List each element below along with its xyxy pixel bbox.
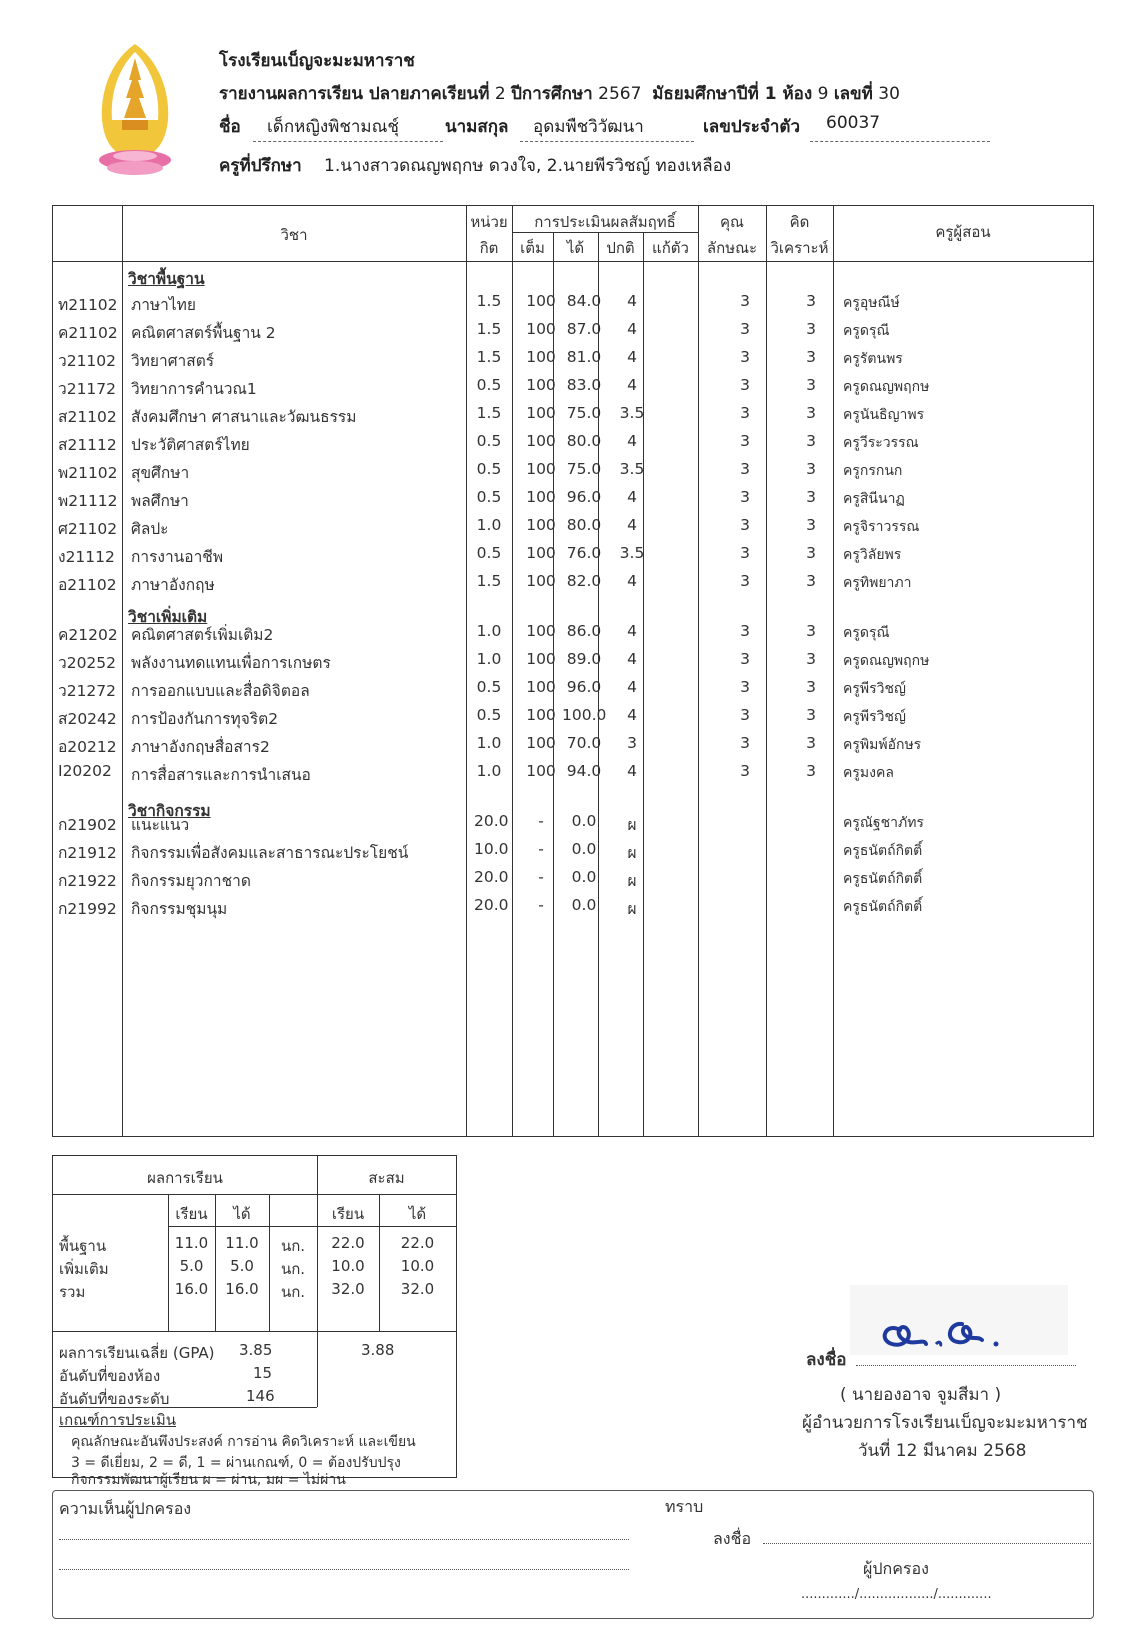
cell-teacher: ครูนันธิญาพร [843,407,925,423]
cell-code: ค21202 [58,626,118,644]
criteria-line-2: 3 = ดีเยี่ยม, 2 = ดี, 1 = ผ่านเกณฑ์, 0 = ต้องปรับปรุง [71,1455,401,1471]
header-character-top: คุณ [720,213,744,231]
cell-got: 0.0 [571,896,597,914]
criteria-line-1: คุณลักษณะอันพึงประสงค์ การอ่าน คิดวิเคราะห์ และเขียน [71,1434,416,1450]
cell-full: 100 [526,460,556,478]
summary-cum-study-label: เรียน [331,1205,365,1223]
cell-char: 3 [740,622,750,640]
cell-code: ก21902 [58,816,117,834]
cell-name: วิทยาศาสตร์ [131,352,215,370]
cell-got: 96.0 [566,488,602,506]
summary-unit: นก. [280,1260,306,1278]
summary-c_study: 32.0 [331,1280,365,1298]
section-basic: วิชาพื้นฐาน [128,270,205,288]
header-fix: แก้ตัว [652,239,689,257]
cell-code: ก21992 [58,900,117,918]
cell-name: สังคมศึกษา ศาสนาและวัฒนธรรม [131,408,357,426]
header-got: ได้ [566,239,585,257]
school-emblem-logo [92,40,178,180]
cell-char: 3 [740,432,750,450]
summary-got: 5.0 [230,1257,254,1275]
cell-got: 82.0 [566,572,602,590]
cell-credit: 1.5 [476,320,502,338]
cell-char: 3 [740,404,750,422]
cell-ana: 3 [806,706,816,724]
cell-teacher: ครูธนัตถ์กิตติ์ [843,843,923,859]
summary-unit: นก. [280,1283,306,1301]
cell-credit: 0.5 [476,678,502,696]
cell-code: ท21102 [58,296,118,314]
summary-cum-got-label: ได้ [408,1205,427,1223]
cell-credit: 0.5 [476,706,502,724]
cell-teacher: ครูดณญพฤกษ [843,379,930,395]
cell-credit: 20.0 [474,896,509,914]
table-row [53,674,1093,702]
cell-ana: 3 [806,762,816,780]
cell-full: 100 [526,488,556,506]
grade-label: มัธยมศึกษาปีที่ 1 ห้อง [652,84,813,104]
cell-teacher: ครูพิมพ์อักษร [843,737,922,753]
semester-value: 2 [494,84,506,104]
cell-ana: 3 [806,376,816,394]
cell-full: 100 [526,762,556,780]
cell-full: 100 [526,734,556,752]
cell-teacher: ครูดรุณี [843,625,890,641]
cell-full: - [538,868,544,886]
cell-ana: 3 [806,678,816,696]
year-value: 2567 [598,84,642,104]
summary-study: 5.0 [179,1257,204,1275]
cell-name: การป้องกันการทุจริต2 [131,710,279,728]
cell-grade: ผ [627,872,637,890]
cell-teacher: ครูธนัตถ์กิตติ์ [843,899,923,915]
header-normal: ปกติ [606,239,635,257]
grades-table [52,205,1094,1137]
cell-teacher: ครูรัตนพร [843,351,903,367]
cell-credit: 1.5 [476,572,502,590]
summary-c_got: 32.0 [400,1280,435,1298]
cell-credit: 0.5 [476,432,502,450]
cell-ana: 3 [806,572,816,590]
table-row [53,456,1093,484]
cell-code: ว21272 [58,682,117,700]
cell-name: กิจกรรมเพื่อสังคมและสาธารณะประโยชน์ [131,844,409,862]
cell-full: 100 [526,544,556,562]
cell-name: การสื่อสารและการนำเสนอ [131,766,311,784]
cell-grade: 3.5 [619,404,645,422]
cell-name: วิทยาการคำนวณ1 [131,380,257,398]
header-analysis-top: คิด [789,213,810,231]
header-credit-bottom: กิต [479,239,499,257]
cell-got: 94.0 [566,762,602,780]
cell-char: 3 [740,292,750,310]
report-date: วันที่ 12 มีนาคม 2568 [858,1441,1027,1461]
summary-cumulative-label: สะสม [368,1169,405,1187]
cell-grade: ผ [627,900,637,918]
cell-name: ประวัติศาสตร์ไทย [131,436,250,454]
parent-date-field[interactable]: ............./................../............. [801,1587,992,1602]
cell-credit: 20.0 [474,812,509,830]
cell-grade: 4 [627,488,637,506]
cell-name: พลศึกษา [131,492,189,510]
cell-full: 100 [526,292,556,310]
table-row [53,288,1093,316]
student-name: เด็กหญิงพิชามณชุ์ [267,117,399,137]
cell-name: การออกแบบและสื่อดิจิตอล [131,682,310,700]
cell-teacher: ครูธนัตถ์กิตติ์ [843,871,923,887]
director-sign-line [856,1365,1076,1366]
header-full: เต็ม [520,239,545,257]
cell-code: ก21912 [58,844,117,862]
cell-char: 3 [740,544,750,562]
cell-got: 96.0 [566,678,602,696]
cell-full: 100 [526,650,556,668]
cell-name: กิจกรรมยุวกาชาด [131,872,251,890]
cell-teacher: ครูดณญพฤกษ [843,653,930,669]
cell-code: ว21172 [58,380,117,398]
cell-grade: 4 [627,376,637,394]
cell-grade: 4 [627,762,637,780]
table-row [53,540,1093,568]
cell-grade: 3 [627,734,637,752]
cell-ana: 3 [806,348,816,366]
summary-label: พื้นฐาน [59,1237,107,1255]
cell-teacher: ครูอุษณีษ์ [843,295,900,311]
cell-ana: 3 [806,404,816,422]
cell-name: ศิลปะ [131,520,169,538]
cell-name: สุขศึกษา [131,464,190,482]
cell-name: พลังงานทดแทนเพื่อการเกษตร [131,654,331,672]
cell-grade: 4 [627,678,637,696]
cell-full: 100 [526,404,556,422]
cell-code: ว21102 [58,352,117,370]
cell-char: 3 [740,460,750,478]
summary-c_study: 10.0 [331,1257,365,1275]
report-title-text: รายงานผลการเรียน ปลายภาคเรียนที่ [219,84,490,104]
parent-ack-label: ทราบ [665,1497,704,1516]
surname-dotted-line [520,141,694,142]
rank-level-value: 146 [246,1387,275,1405]
table-row [53,484,1093,512]
parent-opinion-line-1[interactable] [59,1539,629,1540]
cell-teacher: ครูกรกนก [843,463,903,479]
cell-credit: 1.5 [476,404,502,422]
cell-credit: 1.0 [476,762,502,780]
cell-grade: 4 [627,432,637,450]
cell-got: 0.0 [571,840,597,858]
cell-credit: 1.0 [476,622,502,640]
cell-full: 100 [526,376,556,394]
cell-got: 87.0 [566,320,602,338]
cell-ana: 3 [806,320,816,338]
report-title [219,80,900,107]
cell-char: 3 [740,650,750,668]
cell-credit: 1.0 [476,516,502,534]
name-dotted-line [253,141,443,142]
cell-char: 3 [740,488,750,506]
cell-got: 75.0 [566,460,602,478]
cell-name: การงานอาชีพ [131,548,224,566]
cell-char: 3 [740,516,750,534]
parent-opinion-label: ความเห็นผู้ปกครอง [59,1499,192,1518]
cell-got: 100.0 [562,706,607,724]
cell-char: 3 [740,734,750,752]
cell-credit: 1.0 [476,734,502,752]
cell-grade: 4 [627,320,637,338]
table-row [53,758,1093,786]
gpa-label: ผลการเรียนเฉลี่ย (GPA) [59,1344,215,1362]
cell-credit: 1.0 [476,650,502,668]
summary-label: รวม [59,1283,86,1301]
table-row [53,372,1093,400]
cell-code: ค21102 [58,324,118,342]
cell-full: - [538,840,544,858]
cell-full: 100 [526,516,556,534]
table-row [53,344,1093,372]
cell-teacher: ครูทิพยาภา [843,575,912,591]
cell-ana: 3 [806,488,816,506]
cell-full: - [538,896,544,914]
summary-study: 11.0 [174,1234,209,1252]
cell-teacher: ครูดรุณี [843,323,890,339]
table-row [53,730,1093,758]
cell-char: 3 [740,572,750,590]
criteria-label: เกณฑ์การประเมิน [59,1411,177,1429]
cell-full: 100 [526,622,556,640]
cell-credit: 0.5 [476,376,502,394]
cell-credit: 1.5 [476,292,502,310]
cell-teacher: ครูวีระวรรณ [843,435,919,451]
cell-got: 76.0 [566,544,602,562]
cell-char: 3 [740,320,750,338]
rank-room-label: อันดับที่ของห้อง [59,1367,161,1385]
cell-code: ส20242 [58,710,117,728]
summary-box [52,1155,457,1488]
table-row [53,702,1093,730]
header-subject: วิชา [280,226,308,244]
cell-credit: 10.0 [474,840,509,858]
table-row [53,808,1093,836]
gpa-cumulative-value: 3.88 [361,1341,395,1359]
header-assessment: การประเมินผลสัมฤทธิ์ [534,213,676,231]
cell-teacher: ครูมงคล [843,765,894,781]
cell-got: 0.0 [571,812,597,830]
cell-full: - [538,812,544,830]
room-value: 9 [817,84,829,104]
table-row [53,864,1093,892]
cell-code: อ21102 [58,576,117,594]
cell-grade: 4 [627,348,637,366]
cell-got: 0.0 [571,868,597,886]
cell-teacher: ครูณัฐชาภัทร [843,815,924,831]
header-character-bottom: ลักษณะ [706,239,758,257]
table-row [53,512,1093,540]
cell-got: 81.0 [566,348,602,366]
cell-teacher: ครูสินีนาฏ [843,491,905,507]
cell-got: 84.0 [566,292,602,310]
cell-grade: 4 [627,292,637,310]
parent-sign-line[interactable] [763,1543,1091,1544]
cell-credit: 0.5 [476,544,502,562]
year-label: ปีการศึกษา [511,84,593,104]
table-row [53,316,1093,344]
cell-code: ศ21102 [58,520,118,538]
parent-opinion-line-2[interactable] [59,1569,629,1570]
cell-full: 100 [526,320,556,338]
summary-c_study: 22.0 [331,1234,365,1252]
cell-full: 100 [526,432,556,450]
cell-full: 100 [526,348,556,366]
cell-code: ส21102 [58,408,117,426]
cell-full: 100 [526,706,556,724]
cell-grade: 4 [627,516,637,534]
cell-ana: 3 [806,516,816,534]
surname-label: นามสกุล [445,117,509,137]
cell-teacher: ครูพีรวิชญ์ [843,709,906,725]
director-position: ผู้อำนวยการโรงเรียนเบ็ญจะมะมหาราช [802,1413,1088,1433]
summary-label: เพิ่มเติม [59,1260,109,1278]
student-id: 60037 [826,113,881,133]
cell-ana: 3 [806,292,816,310]
cell-name: ภาษาอังกฤษสื่อสาร2 [131,738,270,756]
cell-full: 100 [526,678,556,696]
cell-code: อ20212 [58,738,117,756]
cell-ana: 3 [806,432,816,450]
summary-unit: นก. [280,1237,306,1255]
summary-got: 11.0 [225,1234,259,1252]
table-row [53,568,1093,596]
cell-got: 89.0 [566,650,602,668]
cell-grade: 4 [627,622,637,640]
cell-grade: 3.5 [619,544,645,562]
parent-sign-label: ลงชื่อ [713,1529,752,1548]
cell-grade: 4 [627,572,637,590]
cell-code: ส21112 [58,436,117,454]
summary-c_got: 10.0 [400,1257,435,1275]
summary-got: 16.0 [225,1280,259,1298]
cell-ana: 3 [806,460,816,478]
cell-got: 80.0 [566,432,602,450]
cell-code: I20202 [58,762,112,780]
table-row [53,892,1093,920]
cell-char: 3 [740,348,750,366]
cell-char: 3 [740,376,750,394]
cell-char: 3 [740,762,750,780]
cell-credit: 20.0 [474,868,509,886]
cell-char: 3 [740,678,750,696]
cell-got: 70.0 [566,734,602,752]
table-row [53,646,1093,674]
student-surname: อุดมพืชวิวัฒนา [533,117,644,137]
cell-ana: 3 [806,650,816,668]
rank-level-label: อันดับที่ของระดับ [59,1390,170,1408]
table-row [53,400,1093,428]
director-sign-label: ลงชื่อ [806,1350,847,1370]
cell-got: 75.0 [566,404,602,422]
summary-study-label: เรียน [175,1205,208,1223]
summary-result-label: ผลการเรียน [147,1169,223,1187]
summary-c_got: 22.0 [400,1234,435,1252]
cell-name: กิจกรรมชุมนุม [131,900,228,918]
cell-code: ก21922 [58,872,117,890]
parent-opinion-box [52,1490,1094,1619]
cell-char: 3 [740,706,750,724]
director-signature-image [870,1300,1010,1360]
summary-study: 16.0 [174,1280,209,1298]
cell-got: 83.0 [566,376,602,394]
section-activity: วิชากิจกรรม [128,802,211,820]
summary-got-label: ได้ [233,1205,251,1223]
cell-grade: 4 [627,650,637,668]
name-label: ชื่อ [219,117,241,137]
cell-ana: 3 [806,622,816,640]
advisor-names: 1.นางสาวดณญพฤกษ ดวงใจ, 2.นายพีรวิชญ์ ทองเหลือง [324,156,732,176]
cell-code: ว20252 [58,654,117,672]
cell-teacher: ครูวิลัยพร [843,547,902,563]
rank-room-value: 15 [253,1364,273,1382]
header-credit-top: หน่วย [470,213,508,231]
table-row [53,618,1093,646]
header-teacher: ครูผู้สอน [935,223,991,241]
section-extra: วิชาเพิ่มเติม [128,608,208,626]
criteria-line-3: กิจกรรมพัฒนาผู้เรียน ผ = ผ่าน, มผ = ไม่ผ่าน [71,1472,346,1488]
cell-name: ภาษาอังกฤษ [131,576,215,594]
cell-got: 86.0 [566,622,602,640]
cell-teacher: ครูพีรวิชญ์ [843,681,906,697]
cell-got: 80.0 [566,516,602,534]
gpa-value: 3.85 [239,1341,273,1359]
cell-grade: 3.5 [619,460,645,478]
cell-credit: 1.5 [476,348,502,366]
cell-name: คณิตศาสตร์เพิ่มเติม2 [131,626,274,644]
cell-grade: 4 [627,706,637,724]
number-value: 30 [878,84,900,104]
cell-name: ภาษาไทย [131,296,196,314]
cell-name: แนะแนว [131,816,190,834]
cell-ana: 3 [806,734,816,752]
advisor-label: ครูที่ปรึกษา [219,156,302,176]
table-row [53,428,1093,456]
cell-credit: 0.5 [476,460,502,478]
header-analysis-bottom: วิเคราะห์ [770,239,829,257]
cell-grade: ผ [627,816,637,834]
cell-name: คณิตศาสตร์พื้นฐาน 2 [131,324,276,342]
cell-code: พ21112 [58,492,118,510]
guardian-label: ผู้ปกครอง [863,1559,929,1578]
school-name: โรงเรียนเบ็ญจะมะมหาราช [219,51,415,71]
table-row [53,836,1093,864]
id-dotted-line [810,141,990,142]
cell-teacher: ครูจิราวรรณ [843,519,920,535]
cell-credit: 0.5 [476,488,502,506]
cell-code: พ21102 [58,464,118,482]
cell-code: ง21112 [58,548,115,566]
number-label: เลขที่ [833,84,873,104]
cell-ana: 3 [806,544,816,562]
cell-full: 100 [526,572,556,590]
director-name: ( นายองอาจ จูมสีมา ) [840,1385,1002,1405]
id-label: เลขประจำตัว [703,117,800,137]
cell-grade: ผ [627,844,637,862]
